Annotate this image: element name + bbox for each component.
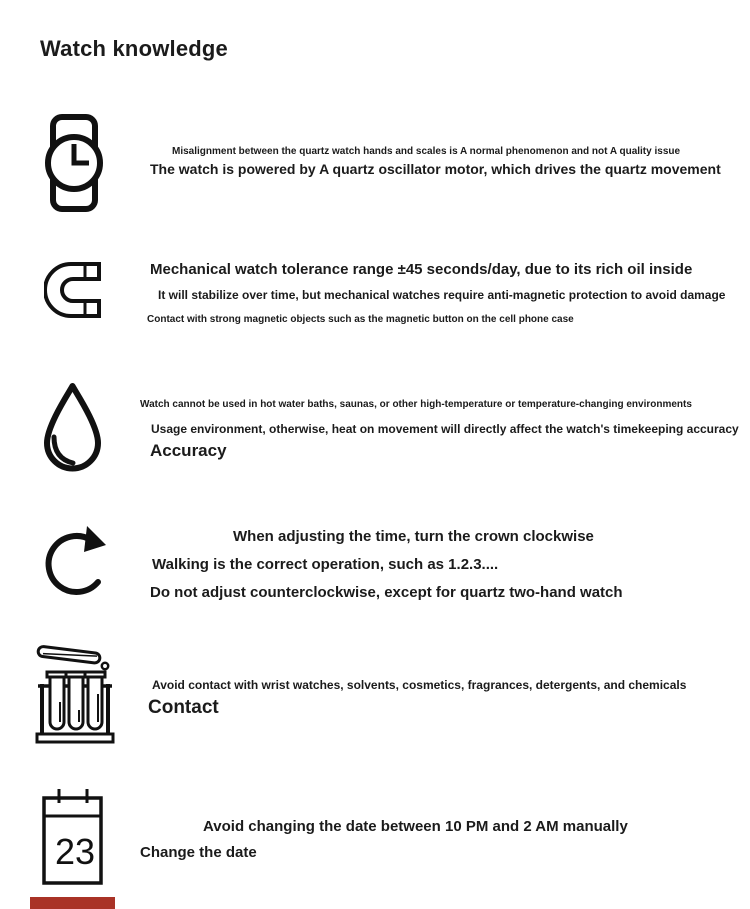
magnet-icon: [44, 261, 101, 319]
section1-line2: The watch is powered by A quartz oscillator motor, which drives the quartz movement: [150, 161, 721, 177]
section4-line3: Do not adjust counterclockwise, except for quartz two-hand watch: [150, 584, 623, 601]
section5-line1: Avoid contact with wrist watches, solvents, cosmetics, fragrances, detergents, and chemicals: [152, 678, 687, 692]
section2-line3: Contact with strong magnetic objects such as the magnetic button on the cell phone case: [147, 314, 574, 325]
section1-line1: Misalignment between the quartz watch hands and scales is A normal phenomenon and not A quality issue: [172, 146, 681, 157]
red-accent-bar: [30, 897, 115, 909]
section4-line1: When adjusting the time, turn the crown clockwise: [233, 528, 594, 545]
clockwise-arrow-icon: [42, 523, 108, 601]
section5-heading-contact: Contact: [148, 697, 219, 718]
watch-icon: [45, 114, 103, 212]
section3-line1: Watch cannot be used in hot water baths, saunas, or other high-temperature or temperature-changing environments: [140, 399, 692, 410]
section2-line1: Mechanical watch tolerance range ±45 seconds/day, due to its rich oil inside: [150, 261, 693, 278]
water-drop-icon: [40, 381, 105, 476]
section2-line2: It will stabilize over time, but mechanical watches require anti-magnetic protection to avoid damage: [158, 288, 726, 302]
section6-line1: Avoid changing the date between 10 PM and 2 AM manually: [203, 818, 628, 835]
calendar-day-number: 23: [55, 831, 96, 872]
section6-line2: Change the date: [140, 844, 257, 861]
calendar-icon: [42, 788, 103, 885]
page-title: Watch knowledge: [40, 36, 228, 61]
test-tubes-icon: [33, 642, 117, 746]
section3-heading-accuracy: Accuracy: [150, 441, 227, 460]
section3-line2: Usage environment, otherwise, heat on movement will directly affect the watch's timekeeping accuracy: [151, 422, 739, 436]
section4-line2: Walking is the correct operation, such as 1.2.3....: [152, 556, 499, 573]
